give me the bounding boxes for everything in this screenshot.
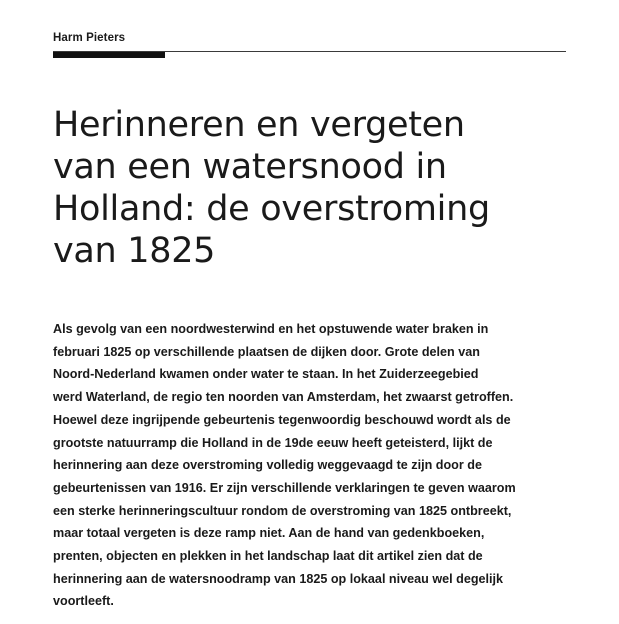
abstract bbox=[53, 318, 553, 613]
author-name: Harm Pieters bbox=[53, 32, 126, 44]
abstract-line: februari 1825 op verschillende plaatsen de dijken door. Grote delen van bbox=[53, 344, 480, 359]
title-line: van 1825 bbox=[53, 231, 216, 271]
title-line: Herinneren en vergeten bbox=[53, 105, 465, 145]
title-line: van een watersnood in bbox=[53, 147, 447, 187]
title-line: Holland: de overstroming bbox=[53, 189, 490, 229]
abstract-line: gebeurtenissen van 1916. Er zijn verschillende verklaringen te geven waarom bbox=[53, 480, 516, 495]
abstract-line: grootste natuurramp die Holland in de 19de eeuw heeft geteisterd, lijkt de bbox=[53, 435, 493, 450]
abstract-line: voortleeft. bbox=[53, 594, 114, 609]
abstract-line: werd Waterland, de regio ten noorden van Amsterdam, het zwaarst getroffen. bbox=[53, 390, 514, 405]
abstract-line: prenten, objecten en plekken in het landschap laat dit artikel zien dat de bbox=[53, 549, 483, 564]
article-title bbox=[53, 104, 573, 272]
abstract-line: een sterke herinneringscultuur rondom de overstroming van 1825 ontbreekt, bbox=[53, 503, 512, 518]
abstract-line: Noord-Nederland kwamen onder water te staan. In het Zuiderzeegebied bbox=[53, 367, 479, 382]
abstract-line: maar totaal vergeten is deze ramp niet. Aan de hand van gedenkboeken, bbox=[53, 526, 485, 541]
abstract-line: Hoewel deze ingrijpende gebeurtenis tegenwoordig beschouwd wordt als de bbox=[53, 412, 511, 427]
header-accent-bar bbox=[53, 52, 165, 58]
abstract-line: herinnering aan deze overstroming volledig weggevaagd te zijn door de bbox=[53, 458, 482, 473]
abstract-line: herinnering aan de watersnoodramp van 1825 op lokaal niveau wel degelijk bbox=[53, 571, 504, 586]
abstract-line: Als gevolg van een noordwesterwind en het opstuwende water braken in bbox=[53, 322, 489, 336]
